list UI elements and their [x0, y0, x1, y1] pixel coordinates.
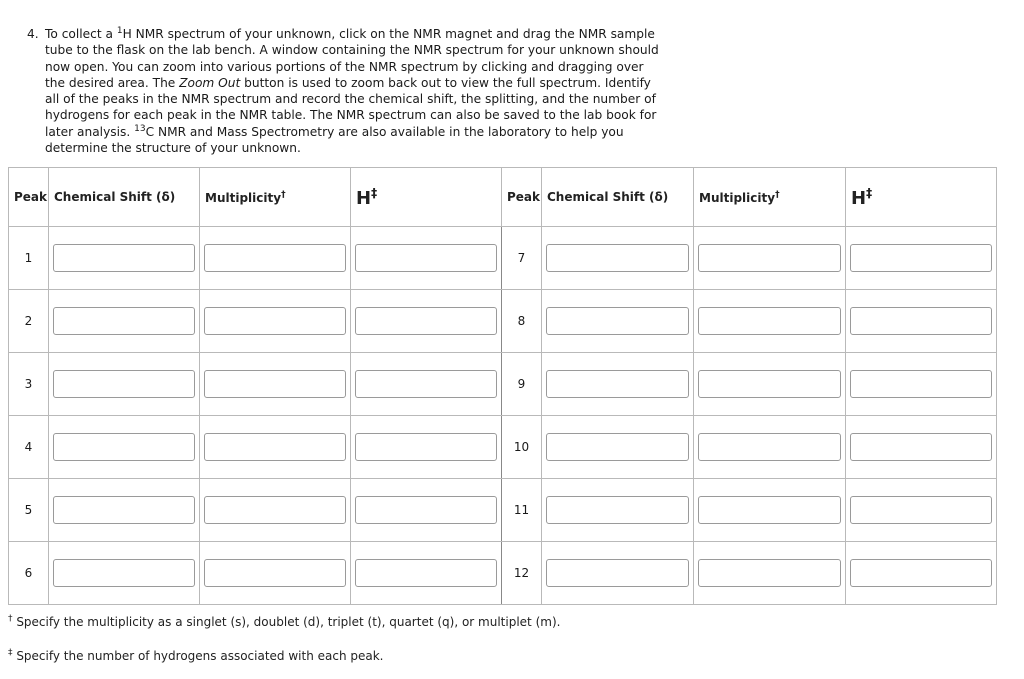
nmr-data-table — [8, 167, 997, 605]
left-mult-cell — [200, 416, 351, 479]
right-peak-number: 9 — [502, 353, 542, 416]
hydrogens-input[interactable] — [355, 496, 497, 524]
right-h-cell — [846, 479, 997, 542]
multiplicity-input[interactable] — [204, 559, 346, 587]
left-shift-cell — [49, 479, 200, 542]
table-row — [9, 416, 997, 479]
hydrogens-input[interactable] — [355, 433, 497, 461]
table-row — [9, 227, 997, 290]
multiplicity-input[interactable] — [204, 370, 346, 398]
multiplicity-input[interactable] — [204, 496, 346, 524]
right-mult-cell — [694, 290, 846, 353]
chemical-shift-input[interactable] — [53, 307, 195, 335]
hydrogens-input[interactable] — [850, 307, 992, 335]
left-peak-number: 3 — [9, 353, 49, 416]
hydrogens-input[interactable] — [850, 244, 992, 272]
chemical-shift-input[interactable] — [53, 559, 195, 587]
right-mult-cell — [694, 227, 846, 290]
left-mult-cell — [200, 290, 351, 353]
left-h-cell — [351, 353, 502, 416]
table-row — [9, 290, 997, 353]
hydrogens-input[interactable] — [850, 433, 992, 461]
chemical-shift-input[interactable] — [546, 307, 689, 335]
left-shift-cell — [49, 227, 200, 290]
left-mult-cell — [200, 479, 351, 542]
right-h-cell — [846, 542, 997, 605]
right-peak-number: 7 — [502, 227, 542, 290]
table-header-row — [9, 168, 997, 227]
left-h-cell — [351, 542, 502, 605]
left-peak-number: 6 — [9, 542, 49, 605]
header-chemical-shift: Chemical Shift (δ) — [49, 168, 200, 227]
footnote-multiplicity: † Specify the multiplicity as a singlet (s), doublet (d), triplet (t), quartet (q), or multiplet (m). — [8, 614, 561, 629]
multiplicity-input[interactable] — [698, 370, 841, 398]
hydrogens-input[interactable] — [850, 370, 992, 398]
left-h-cell — [351, 227, 502, 290]
left-shift-cell — [49, 290, 200, 353]
right-peak-number: 12 — [502, 542, 542, 605]
multiplicity-input[interactable] — [698, 496, 841, 524]
chemical-shift-input[interactable] — [546, 244, 689, 272]
chemical-shift-input[interactable] — [53, 244, 195, 272]
right-shift-cell — [542, 479, 694, 542]
header-multiplicity: Multiplicity† — [694, 168, 846, 227]
left-shift-cell — [49, 416, 200, 479]
table-row — [9, 542, 997, 605]
instructions-text: To collect a $^1$H NMR spectrum of your unknown, click on the NMR magnet and drag the NMR sample tube to the flask on the lab bench. A window containing the NMR spectrum for your unknown should now open. You can zoom into various portions of the NMR spectrum by clicking and dragging over the desired area. The Zoom Out button is used to zoom back out to view the full spectrum. Identify all of the peaks in the NMR spectrum and record the chemical shift, the splitting, and the number of hydrogens for each peak in the NMR table. The NMR spectrum can also be saved to the lab book for later analysis. $^{13}$C NMR and Mass Spectrometry are also available in the laboratory to help you determine the structure of your unknown. — [45, 25, 659, 156]
chemical-shift-input[interactable] — [546, 370, 689, 398]
zoom-out-reference: Zoom Out — [179, 75, 241, 90]
footnote-hydrogens: ‡ Specify the number of hydrogens associated with each peak. — [8, 648, 384, 663]
right-h-cell — [846, 290, 997, 353]
right-h-cell — [846, 227, 997, 290]
right-shift-cell — [542, 290, 694, 353]
right-peak-number: 10 — [502, 416, 542, 479]
right-mult-cell — [694, 416, 846, 479]
chemical-shift-input[interactable] — [53, 433, 195, 461]
header-hydrogens: H‡ — [351, 168, 502, 227]
multiplicity-input[interactable] — [698, 559, 841, 587]
hydrogens-input[interactable] — [355, 370, 497, 398]
right-shift-cell — [542, 227, 694, 290]
hydrogens-input[interactable] — [355, 244, 497, 272]
right-shift-cell — [542, 353, 694, 416]
left-h-cell — [351, 479, 502, 542]
header-peak: Peak — [9, 168, 49, 227]
left-peak-number: 5 — [9, 479, 49, 542]
question-instructions — [27, 26, 667, 156]
left-peak-number: 2 — [9, 290, 49, 353]
header-chemical-shift: Chemical Shift (δ) — [542, 168, 694, 227]
left-peak-number: 4 — [9, 416, 49, 479]
hydrogens-input[interactable] — [355, 559, 497, 587]
table-row — [9, 353, 997, 416]
left-shift-cell — [49, 542, 200, 605]
header-peak: Peak — [502, 168, 542, 227]
right-h-cell — [846, 416, 997, 479]
multiplicity-input[interactable] — [204, 244, 346, 272]
hydrogens-input[interactable] — [355, 307, 497, 335]
chemical-shift-input[interactable] — [53, 370, 195, 398]
chemical-shift-input[interactable] — [53, 496, 195, 524]
right-h-cell — [846, 353, 997, 416]
chemical-shift-input[interactable] — [546, 433, 689, 461]
right-peak-number: 8 — [502, 290, 542, 353]
left-shift-cell — [49, 353, 200, 416]
table-row — [9, 479, 997, 542]
multiplicity-input[interactable] — [698, 244, 841, 272]
left-h-cell — [351, 416, 502, 479]
left-mult-cell — [200, 542, 351, 605]
chemical-shift-input[interactable] — [546, 496, 689, 524]
left-mult-cell — [200, 227, 351, 290]
multiplicity-input[interactable] — [698, 433, 841, 461]
left-h-cell — [351, 290, 502, 353]
right-mult-cell — [694, 542, 846, 605]
right-shift-cell — [542, 542, 694, 605]
left-mult-cell — [200, 353, 351, 416]
right-mult-cell — [694, 479, 846, 542]
chemical-shift-input[interactable] — [546, 559, 689, 587]
header-hydrogens: H‡ — [846, 168, 997, 227]
header-multiplicity: Multiplicity† — [200, 168, 351, 227]
left-peak-number: 1 — [9, 227, 49, 290]
multiplicity-input[interactable] — [204, 307, 346, 335]
multiplicity-input[interactable] — [698, 307, 841, 335]
hydrogens-input[interactable] — [850, 559, 992, 587]
right-mult-cell — [694, 353, 846, 416]
right-peak-number: 11 — [502, 479, 542, 542]
right-shift-cell — [542, 416, 694, 479]
multiplicity-input[interactable] — [204, 433, 346, 461]
question-number: 4. — [27, 27, 39, 41]
hydrogens-input[interactable] — [850, 496, 992, 524]
